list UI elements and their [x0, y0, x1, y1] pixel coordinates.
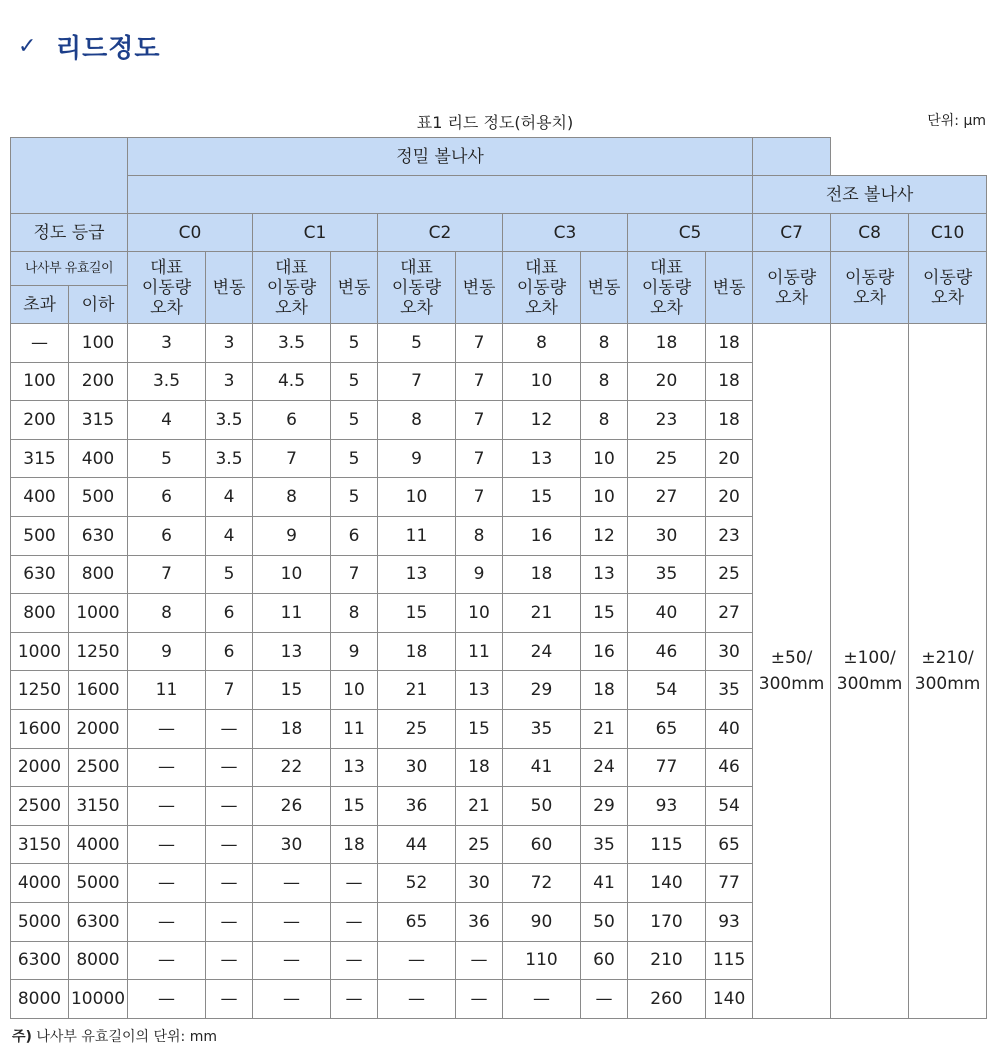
value-cell: —	[253, 980, 331, 1019]
length-over-cell: 4000	[11, 864, 69, 903]
value-cell: 20	[628, 362, 706, 401]
value-cell: 46	[706, 748, 753, 787]
value-cell: —	[128, 787, 206, 826]
length-over-cell: 1600	[11, 709, 69, 748]
value-cell: 10	[331, 671, 378, 710]
value-cell: 5	[378, 324, 456, 363]
length-under-cell: 800	[69, 555, 128, 594]
representative-error-header: 대표 이동량 오차	[253, 252, 331, 324]
value-cell: 21	[456, 787, 503, 826]
value-cell: 16	[581, 632, 628, 671]
value-cell: 5	[128, 439, 206, 478]
length-over-cell: 100	[11, 362, 69, 401]
value-cell: 5	[331, 362, 378, 401]
value-cell: 22	[253, 748, 331, 787]
value-cell: 7	[456, 324, 503, 363]
value-cell: 25	[456, 825, 503, 864]
length-over-cell: 630	[11, 555, 69, 594]
value-cell: 11	[253, 594, 331, 633]
value-cell: 13	[378, 555, 456, 594]
value-cell: 7	[253, 439, 331, 478]
length-over-cell: 1000	[11, 632, 69, 671]
value-cell: 8	[581, 362, 628, 401]
value-cell: 65	[628, 709, 706, 748]
value-cell: 18	[706, 324, 753, 363]
value-cell: 3	[206, 324, 253, 363]
value-cell: 18	[378, 632, 456, 671]
value-cell: 170	[628, 902, 706, 941]
checkmark-icon: ✓	[18, 33, 37, 59]
value-cell: 10	[581, 439, 628, 478]
value-cell: 11	[378, 516, 456, 555]
blank-header-cell	[753, 138, 831, 176]
value-cell: 12	[503, 401, 581, 440]
length-under-cell: 2500	[69, 748, 128, 787]
value-cell: 23	[706, 516, 753, 555]
value-cell: 30	[628, 516, 706, 555]
grade-header: C1	[253, 214, 378, 252]
value-cell: 7	[456, 401, 503, 440]
value-cell: 41	[581, 864, 628, 903]
value-cell: 15	[503, 478, 581, 517]
variation-header: 변동	[331, 252, 378, 324]
value-cell: 25	[706, 555, 753, 594]
value-cell: —	[206, 709, 253, 748]
value-cell: 65	[706, 825, 753, 864]
value-cell: 35	[706, 671, 753, 710]
rolled-tolerance-cell: ±100/ 300mm	[831, 324, 909, 1019]
value-cell: 8	[331, 594, 378, 633]
value-cell: 77	[628, 748, 706, 787]
length-over-cell: 2000	[11, 748, 69, 787]
value-cell: 3	[128, 324, 206, 363]
value-cell: 54	[628, 671, 706, 710]
rolled-tolerance-cell: ±50/ 300mm	[753, 324, 831, 1019]
length-over-cell: —	[11, 324, 69, 363]
lead-accuracy-table	[10, 137, 987, 1019]
footnote	[12, 1026, 217, 1046]
representative-error-header: 대표 이동량 오차	[628, 252, 706, 324]
value-cell: 5	[331, 439, 378, 478]
value-cell: 8	[378, 401, 456, 440]
value-cell: 4.5	[253, 362, 331, 401]
value-cell: 20	[706, 439, 753, 478]
value-cell: 15	[253, 671, 331, 710]
length-under-cell: 315	[69, 401, 128, 440]
value-cell: 13	[456, 671, 503, 710]
value-cell: 24	[581, 748, 628, 787]
value-cell: 9	[456, 555, 503, 594]
value-cell: 9	[378, 439, 456, 478]
value-cell: 7	[456, 362, 503, 401]
value-cell: —	[331, 864, 378, 903]
value-cell: 7	[378, 362, 456, 401]
value-cell: 16	[503, 516, 581, 555]
grade-header: C3	[503, 214, 628, 252]
variation-header: 변동	[706, 252, 753, 324]
value-cell: 6	[206, 632, 253, 671]
value-cell: 30	[253, 825, 331, 864]
value-cell: 4	[206, 516, 253, 555]
value-cell: 6	[128, 478, 206, 517]
value-cell: 35	[628, 555, 706, 594]
length-under-cell: 10000	[69, 980, 128, 1019]
value-cell: 18	[581, 671, 628, 710]
value-cell: 6	[128, 516, 206, 555]
value-cell: 90	[503, 902, 581, 941]
length-under-cell: 1600	[69, 671, 128, 710]
length-under-cell: 630	[69, 516, 128, 555]
value-cell: 40	[706, 709, 753, 748]
value-cell: 15	[581, 594, 628, 633]
value-cell: 140	[706, 980, 753, 1019]
value-cell: 27	[628, 478, 706, 517]
length-over-cell: 315	[11, 439, 69, 478]
value-cell: 13	[331, 748, 378, 787]
grade-header: C0	[128, 214, 253, 252]
value-cell: —	[253, 902, 331, 941]
value-cell: 110	[503, 941, 581, 980]
value-cell: 29	[503, 671, 581, 710]
value-cell: 3.5	[253, 324, 331, 363]
value-cell: —	[206, 825, 253, 864]
value-cell: 15	[456, 709, 503, 748]
representative-error-header: 대표 이동량 오차	[503, 252, 581, 324]
value-cell: 7	[206, 671, 253, 710]
length-over-cell: 8000	[11, 980, 69, 1019]
travel-error-header: 이동량 오차	[753, 252, 831, 324]
corner-cell	[11, 138, 128, 214]
value-cell: 21	[581, 709, 628, 748]
value-cell: 36	[378, 787, 456, 826]
value-cell: 40	[628, 594, 706, 633]
blank-header-cell	[128, 176, 753, 214]
value-cell: —	[456, 941, 503, 980]
value-cell: 25	[378, 709, 456, 748]
travel-error-header: 이동량 오차	[831, 252, 909, 324]
value-cell: 11	[128, 671, 206, 710]
value-cell: 9	[331, 632, 378, 671]
value-cell: 140	[628, 864, 706, 903]
value-cell: —	[503, 980, 581, 1019]
value-cell: 8	[456, 516, 503, 555]
value-cell: 30	[456, 864, 503, 903]
effective-length-label: 나사부 유효길이	[11, 252, 128, 286]
value-cell: —	[581, 980, 628, 1019]
value-cell: 52	[378, 864, 456, 903]
value-cell: 30	[378, 748, 456, 787]
value-cell: 13	[253, 632, 331, 671]
value-cell: —	[331, 980, 378, 1019]
value-cell: 77	[706, 864, 753, 903]
variation-header: 변동	[206, 252, 253, 324]
value-cell: 8	[128, 594, 206, 633]
section-heading	[18, 28, 160, 64]
length-under-cell: 200	[69, 362, 128, 401]
length-over-cell: 2500	[11, 787, 69, 826]
value-cell: —	[206, 864, 253, 903]
value-cell: 13	[503, 439, 581, 478]
footnote-text: 나사부 유효길이의 단위: mm	[31, 1029, 217, 1045]
value-cell: 11	[456, 632, 503, 671]
value-cell: 25	[628, 439, 706, 478]
length-under-cell: 2000	[69, 709, 128, 748]
value-cell: 50	[581, 902, 628, 941]
value-cell: 18	[331, 825, 378, 864]
value-cell: —	[128, 748, 206, 787]
length-over-cell: 6300	[11, 941, 69, 980]
value-cell: 260	[628, 980, 706, 1019]
variation-header: 변동	[456, 252, 503, 324]
value-cell: 60	[581, 941, 628, 980]
value-cell: 9	[253, 516, 331, 555]
value-cell: 9	[128, 632, 206, 671]
length-over-cell: 1250	[11, 671, 69, 710]
value-cell: —	[206, 902, 253, 941]
section-title: 리드정도	[56, 33, 161, 64]
value-cell: 21	[378, 671, 456, 710]
value-cell: 41	[503, 748, 581, 787]
value-cell: 7	[456, 478, 503, 517]
value-cell: 35	[503, 709, 581, 748]
value-cell: —	[253, 864, 331, 903]
value-cell: 18	[706, 401, 753, 440]
value-cell: 26	[253, 787, 331, 826]
value-cell: 50	[503, 787, 581, 826]
value-cell: 54	[706, 787, 753, 826]
value-cell: 115	[706, 941, 753, 980]
value-cell: 5	[331, 324, 378, 363]
travel-error-header: 이동량 오차	[909, 252, 987, 324]
value-cell: —	[253, 941, 331, 980]
length-under-cell: 100	[69, 324, 128, 363]
table-title: 표1 리드 정도(허용치)	[416, 113, 574, 132]
length-under-cell: 3150	[69, 787, 128, 826]
value-cell: 6	[206, 594, 253, 633]
value-cell: 210	[628, 941, 706, 980]
grade-header: C2	[378, 214, 503, 252]
value-cell: 10	[456, 594, 503, 633]
length-under-cell: 6300	[69, 902, 128, 941]
representative-error-header: 대표 이동량 오차	[378, 252, 456, 324]
length-over-cell: 500	[11, 516, 69, 555]
value-cell: 3.5	[128, 362, 206, 401]
value-cell: —	[378, 980, 456, 1019]
value-cell: 18	[503, 555, 581, 594]
value-cell: 29	[581, 787, 628, 826]
length-over-cell: 5000	[11, 902, 69, 941]
value-cell: 93	[628, 787, 706, 826]
value-cell: —	[206, 941, 253, 980]
length-under-cell: 5000	[69, 864, 128, 903]
value-cell: —	[331, 902, 378, 941]
grade-label: 정도 등급	[11, 214, 128, 252]
value-cell: —	[128, 825, 206, 864]
value-cell: 3	[206, 362, 253, 401]
value-cell: —	[128, 941, 206, 980]
value-cell: 8	[253, 478, 331, 517]
value-cell: —	[206, 748, 253, 787]
value-cell: —	[331, 941, 378, 980]
value-cell: 3.5	[206, 439, 253, 478]
value-cell: 93	[706, 902, 753, 941]
value-cell: 5	[206, 555, 253, 594]
value-cell: 10	[503, 362, 581, 401]
length-under-cell: 4000	[69, 825, 128, 864]
value-cell: 13	[581, 555, 628, 594]
value-cell: 15	[378, 594, 456, 633]
value-cell: 4	[206, 478, 253, 517]
value-cell: 60	[503, 825, 581, 864]
value-cell: —	[206, 787, 253, 826]
value-cell: 10	[378, 478, 456, 517]
value-cell: 6	[331, 516, 378, 555]
value-cell: 12	[581, 516, 628, 555]
table-caption	[0, 110, 1000, 132]
grade-header: C5	[628, 214, 753, 252]
value-cell: 8	[503, 324, 581, 363]
length-over-cell: 400	[11, 478, 69, 517]
value-cell: —	[128, 980, 206, 1019]
value-cell: 7	[128, 555, 206, 594]
length-under-cell: 8000	[69, 941, 128, 980]
value-cell: —	[378, 941, 456, 980]
rolled-ballscrew-header: 전조 볼나사	[753, 176, 987, 214]
value-cell: 4	[128, 401, 206, 440]
value-cell: 6	[253, 401, 331, 440]
under-label: 이하	[69, 286, 128, 324]
value-cell: 7	[456, 439, 503, 478]
value-cell: 8	[581, 324, 628, 363]
value-cell: —	[128, 864, 206, 903]
value-cell: 10	[581, 478, 628, 517]
value-cell: 5	[331, 478, 378, 517]
precision-ballscrew-header: 정밀 볼나사	[128, 138, 753, 176]
value-cell: 27	[706, 594, 753, 633]
length-over-cell: 200	[11, 401, 69, 440]
value-cell: 21	[503, 594, 581, 633]
value-cell: —	[206, 980, 253, 1019]
length-over-cell: 3150	[11, 825, 69, 864]
unit-label: 단위: μm	[927, 113, 986, 129]
grade-header: C7	[753, 214, 831, 252]
footnote-prefix: 주)	[12, 1029, 32, 1045]
length-over-cell: 800	[11, 594, 69, 633]
value-cell: —	[128, 902, 206, 941]
length-under-cell: 1000	[69, 594, 128, 633]
grade-header: C10	[909, 214, 987, 252]
value-cell: 46	[628, 632, 706, 671]
value-cell: 3.5	[206, 401, 253, 440]
value-cell: 44	[378, 825, 456, 864]
value-cell: 11	[331, 709, 378, 748]
table-row	[11, 324, 987, 363]
value-cell: —	[128, 709, 206, 748]
value-cell: 23	[628, 401, 706, 440]
grade-header: C8	[831, 214, 909, 252]
length-under-cell: 400	[69, 439, 128, 478]
variation-header: 변동	[581, 252, 628, 324]
value-cell: 10	[253, 555, 331, 594]
value-cell: 20	[706, 478, 753, 517]
value-cell: 115	[628, 825, 706, 864]
value-cell: 18	[706, 362, 753, 401]
over-label: 초과	[11, 286, 69, 324]
value-cell: 5	[331, 401, 378, 440]
value-cell: 7	[331, 555, 378, 594]
value-cell: 8	[581, 401, 628, 440]
value-cell: 65	[378, 902, 456, 941]
value-cell: 35	[581, 825, 628, 864]
value-cell: 15	[331, 787, 378, 826]
value-cell: 18	[456, 748, 503, 787]
value-cell: 30	[706, 632, 753, 671]
value-cell: —	[456, 980, 503, 1019]
value-cell: 36	[456, 902, 503, 941]
representative-error-header: 대표 이동량 오차	[128, 252, 206, 324]
length-under-cell: 500	[69, 478, 128, 517]
rolled-tolerance-cell: ±210/ 300mm	[909, 324, 987, 1019]
value-cell: 24	[503, 632, 581, 671]
value-cell: 18	[628, 324, 706, 363]
value-cell: 18	[253, 709, 331, 748]
length-under-cell: 1250	[69, 632, 128, 671]
value-cell: 72	[503, 864, 581, 903]
